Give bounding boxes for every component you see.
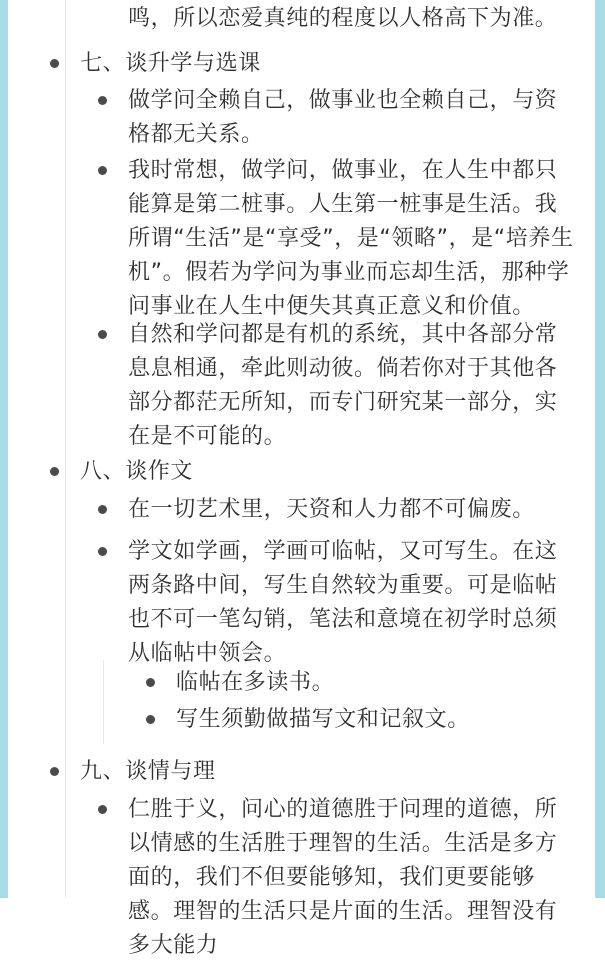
list-item-text: 自然和学问都是有机的系统，其中各部分常息息相通，牵此则动彼。倘若你对于其他各部分都茫无所知，而专门研究某一部分，实在是不可能的。 bbox=[128, 322, 558, 449]
outline-guide-line bbox=[65, 0, 66, 898]
bullet-icon bbox=[50, 59, 59, 68]
list-item-text: 在一切艺术里，天资和人力都不可偏废。 bbox=[128, 497, 535, 522]
bullet-icon bbox=[98, 805, 107, 814]
section-heading-8: 八、谈作文 bbox=[80, 459, 194, 484]
sub-list-item-text: 写生须勤做描写文和记叙文。 bbox=[176, 707, 470, 732]
right-frame-border bbox=[595, 0, 605, 898]
list-item-text: 鸣，所以恋爱真纯的程度以人格高下为准。 bbox=[128, 6, 558, 31]
bullet-icon bbox=[98, 505, 107, 514]
bullet-icon bbox=[146, 678, 155, 687]
left-frame-border bbox=[0, 0, 8, 898]
bullet-icon bbox=[50, 767, 59, 776]
bullet-icon bbox=[98, 166, 107, 175]
section-heading-9: 九、谈情与理 bbox=[80, 759, 216, 784]
bullet-icon bbox=[50, 467, 59, 476]
bullet-icon bbox=[146, 715, 155, 724]
bullet-icon bbox=[98, 330, 107, 339]
list-item-text: 学文如学画，学画可临帖，又可写生。在这两条路中间，写生自然较为重要。可是临帖也不可一笔勾销，笔法和意境在初学时总须从临帖中领会。 bbox=[128, 539, 558, 666]
sub-list-item-text: 临帖在多读书。 bbox=[176, 670, 335, 695]
bullet-icon bbox=[98, 96, 107, 105]
list-item-text: 做学问全赖自己，做事业也全赖自己，与资格都无关系。 bbox=[128, 88, 558, 147]
list-item-text: 我时常想，做学问，做事业，在人生中都只能算是第二桩事。人生第一桩事是生活。我所谓“生活”是“享受”，是“领略”，是“培养生机”。假若为学问为事业而忘却生活，那种学问事业在人生中便失其真正意义和价值。 bbox=[128, 158, 574, 319]
list-item-text: 仁胜于义，问心的道德胜于问理的道德，所以情感的生活胜于理智的生活。生活是多方面的，我们不但要能够知，我们更要能够感。理智的生活只是片面的生活。理智没有多大能力 bbox=[128, 797, 558, 958]
section-heading-7: 七、谈升学与选课 bbox=[80, 51, 261, 76]
document-page bbox=[8, 0, 595, 958]
bullet-icon bbox=[98, 547, 107, 556]
outline-guide-line bbox=[103, 660, 104, 744]
